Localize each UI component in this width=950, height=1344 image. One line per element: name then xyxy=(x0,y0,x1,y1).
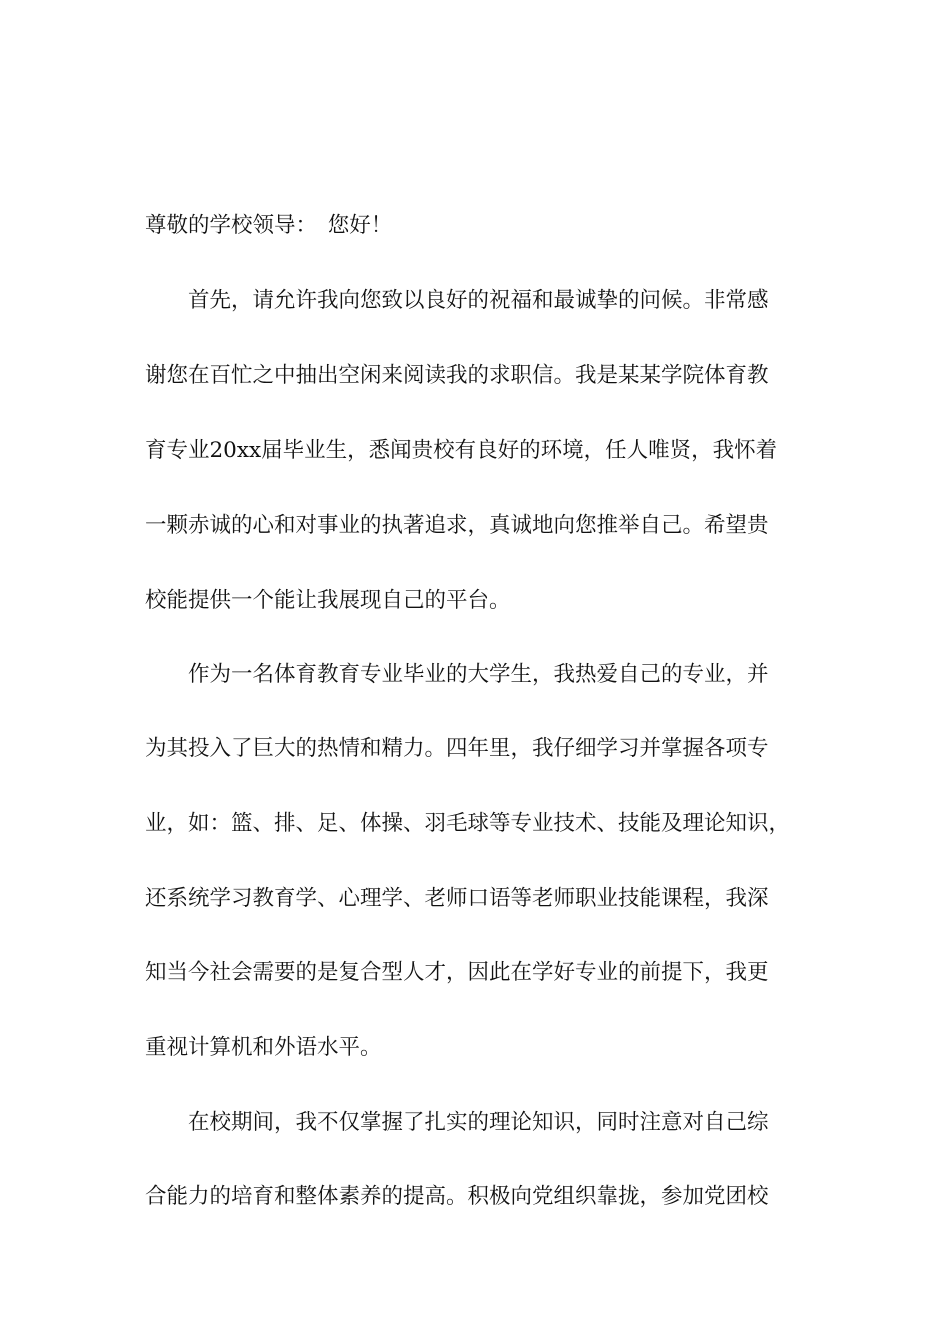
paragraph-1-line-4: 一颗赤诚的心和对事业的执著追求，真诚地向您推举自己。希望贵 xyxy=(145,513,769,538)
paragraph-2-line-5: 知当今社会需要的是复合型人才，因此在学好专业的前提下，我更 xyxy=(145,960,769,985)
paragraph-1-line-1: 首先，请允许我向您致以良好的祝福和最诚挚的问候。非常感 xyxy=(188,288,769,313)
paragraph-2-line-3: 业，如：篮、排、足、体操、羽毛球等专业技术、技能及理论知识， xyxy=(145,811,791,836)
paragraph-3-line-2: 合能力的培育和整体素养的提高。积极向党组织靠拢，参加党团校 xyxy=(145,1184,769,1209)
paragraph-2-line-1: 作为一名体育教育专业毕业的大学生，我热爱自己的专业，并 xyxy=(188,662,769,687)
paragraph-2-line-2: 为其投入了巨大的热情和精力。四年里，我仔细学习并掌握各项专 xyxy=(145,736,769,761)
paragraph-1-line-2: 谢您在百忙之中抽出空闲来阅读我的求职信。我是某某学院体育教 xyxy=(145,363,769,388)
paragraph-3-line-1: 在校期间，我不仅掌握了扎实的理论知识，同时注意对自己综 xyxy=(188,1110,769,1135)
paragraph-2-line-4: 还系统学习教育学、心理学、老师口语等老师职业技能课程，我深 xyxy=(145,886,769,911)
paragraph-1-line-3: 育专业20xx届毕业生，悉闻贵校有良好的环境，任人唯贤，我怀着 xyxy=(145,438,778,463)
paragraph-1-line-5: 校能提供一个能让我展现自己的平台。 xyxy=(145,588,511,613)
salutation-line: 尊敬的学校领导： 您好！ xyxy=(145,213,393,238)
paragraph-2-line-6: 重视计算机和外语水平。 xyxy=(145,1035,382,1060)
